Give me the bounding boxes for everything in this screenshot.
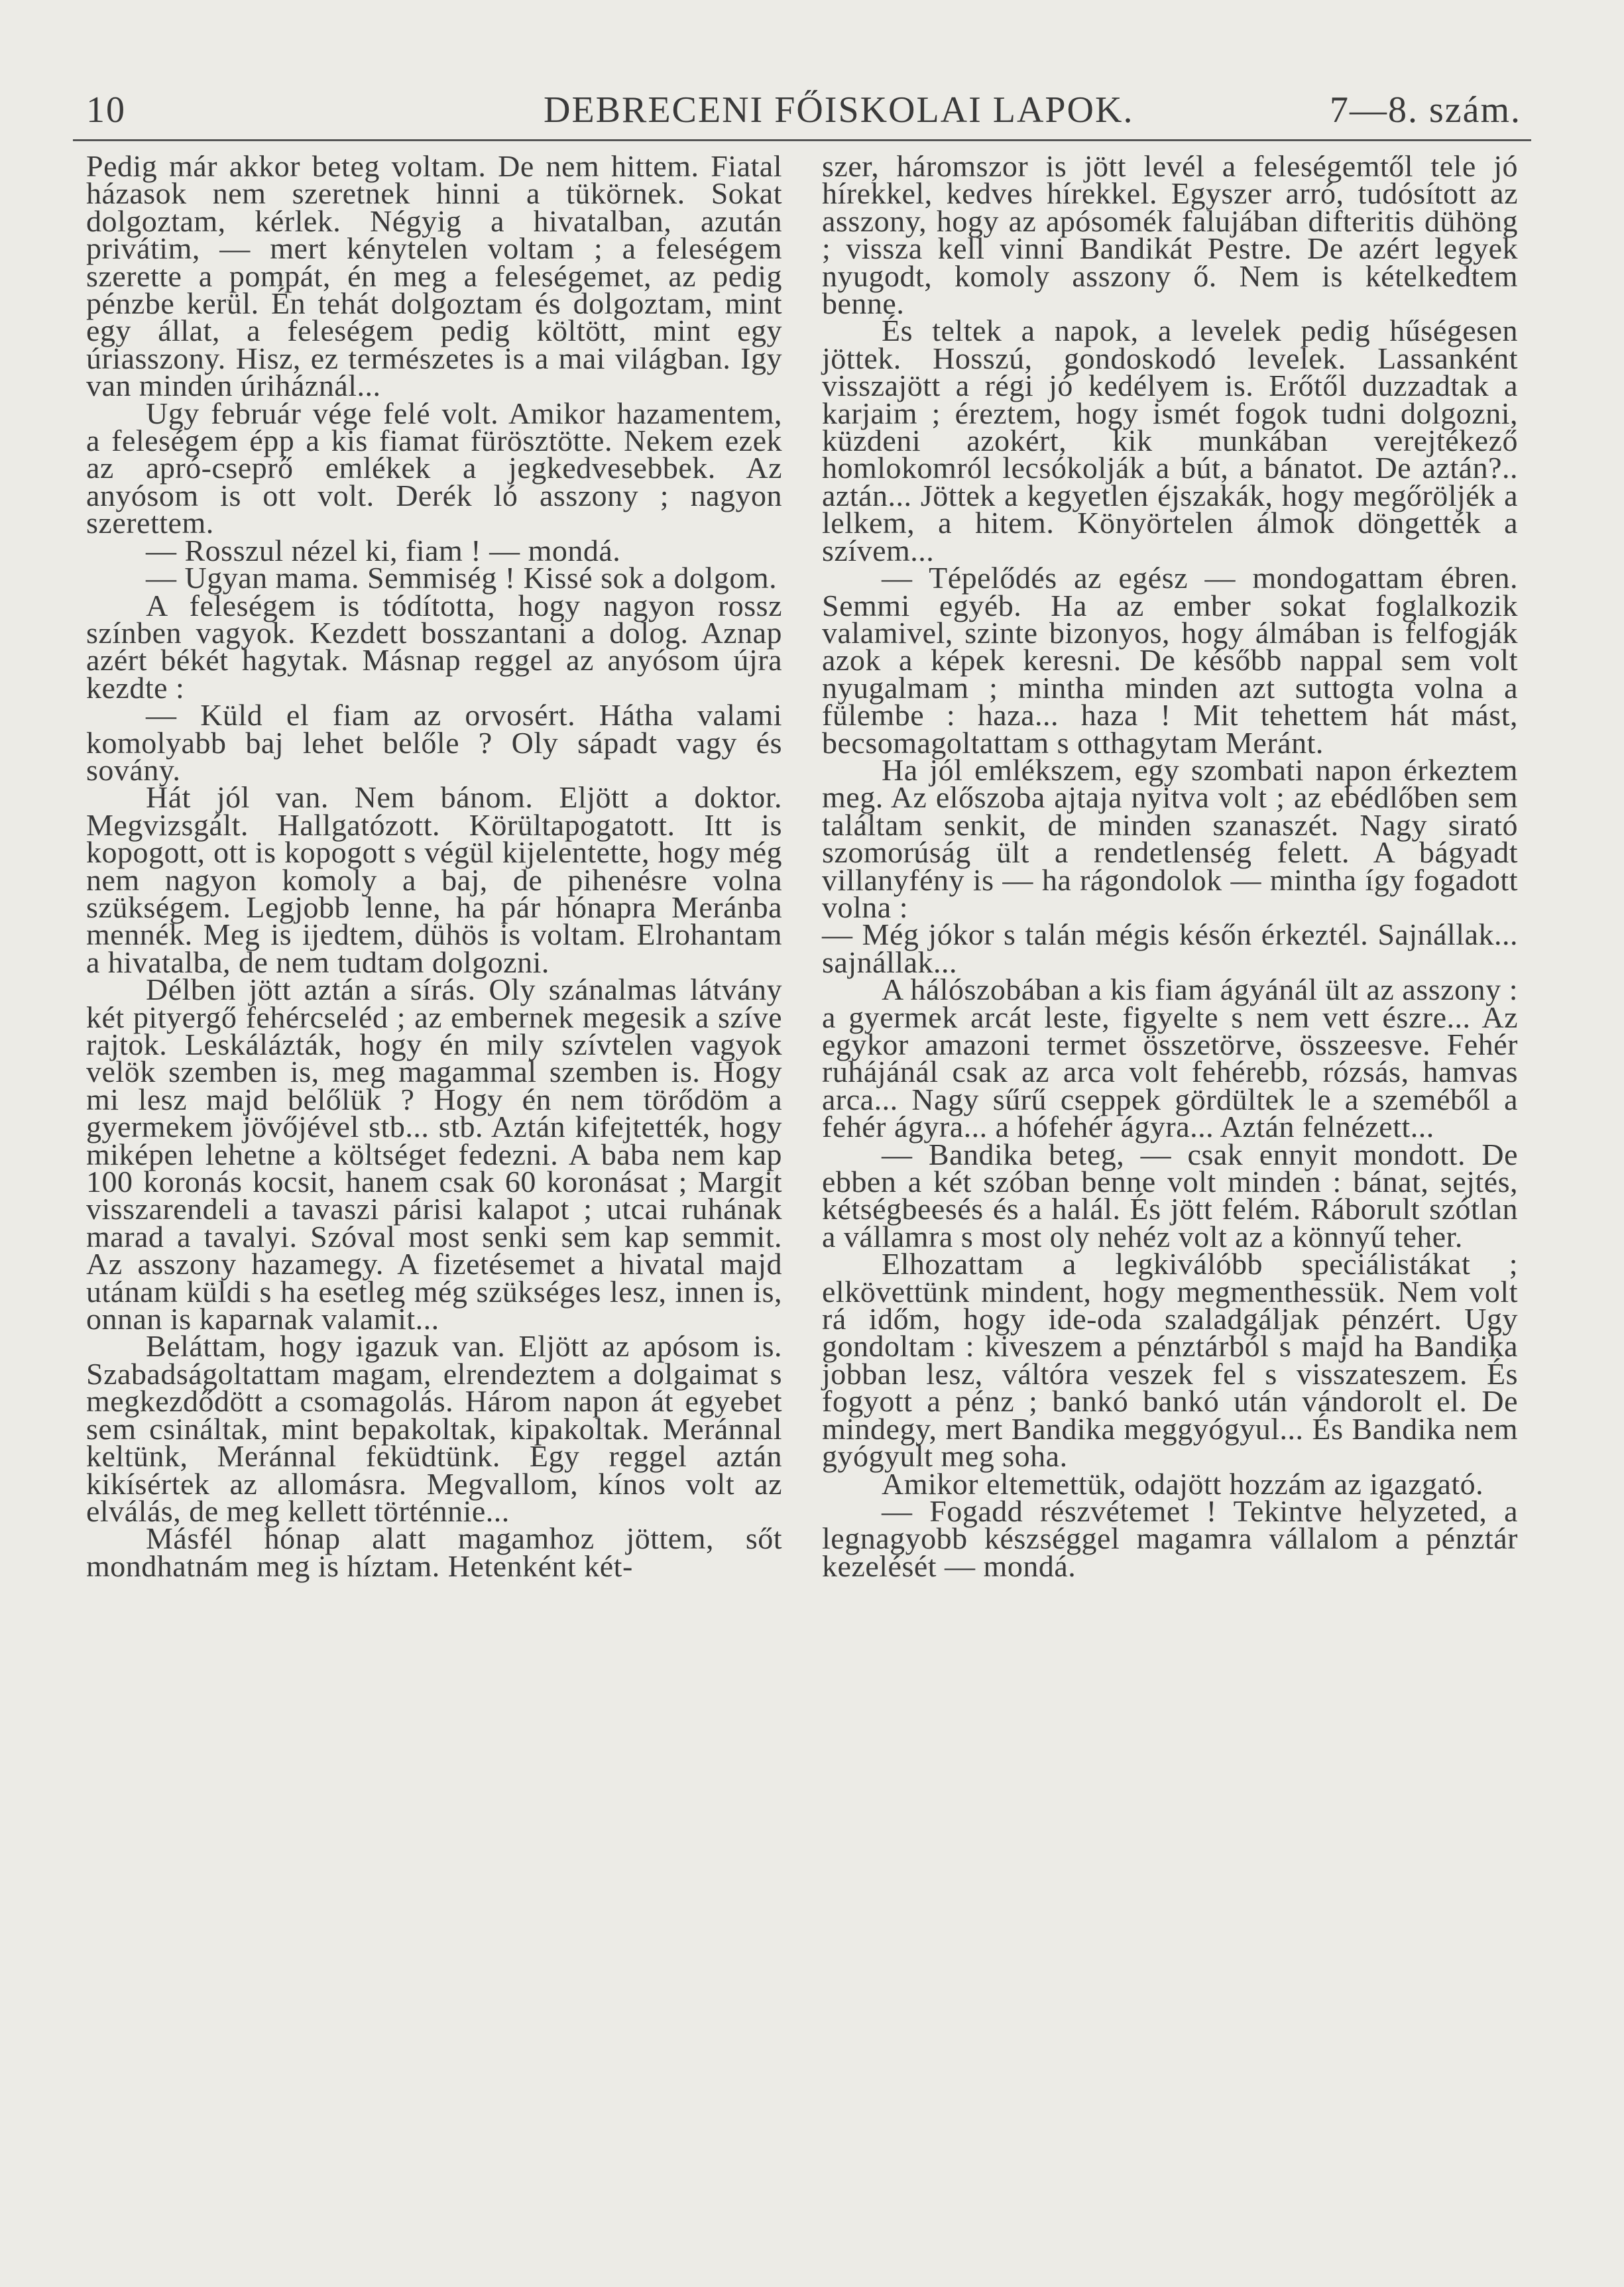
paragraph: Ha jól emlékszem, egy szombati napon érkeztem meg. Az előszoba ajtaja nyitva volt ; az ebédlőben sem találtam senkit, de minden szanaszét. Nagy sirató szomorúság ült a rendetlenség felett. A bágyadt villanyfény is — ha rágondolok — mintha így fogadott volna : — [822, 752, 1518, 924]
page-number: 10 — [86, 89, 126, 131]
paragraph: Amikor eltemettük, odajött hozzám az igazgató. — [882, 1466, 1484, 1501]
paragraph: A feleségem is tódította, hogy nagyon rossz színben vagyok. Kezdett bosszantani a dolog. Aznap azért békét hagytak. Másnap reggel az anyósom újra kezdte : — [86, 588, 782, 705]
running-title: DEBRECENI FŐISKOLAI LAPOK. — [544, 89, 1134, 131]
paragraph: Pedig már akkor beteg voltam. De nem hittem. Fiatal házasok nem szeretnek hinni a tükörnek. Sokat dolgoztam, kérlek. Négyig a hivatalban, azután privátim, — mert kénytelen voltam ; a feleségem szerette a pompát, én meg a feleségemet, az pedig pénzbe kerül. Én tehát dolgoztam és dolgoztam, mint egy állat, a feleségem pedig költött, mint egy úriasszony. Hisz, ez természetes is a mai világban. Igy van minden úriháznál... — [86, 149, 782, 403]
right-column — [822, 149, 1518, 1583]
paragraph: És teltek a napok, a levelek pedig hűségesen jöttek. Hosszú, gondoskodó levelek. Lassanként visszajött a régi jó kedélyem is. Erőtől duzzadtak a karjaim ; éreztem, hogy ismét fogok tudni dolgozni, küzdeni azokért, kik munkában verejtékező homlokomról lecsókolják a bút, a bánatot. De aztán?.. aztán... Jöttek a kegyetlen éjszakák, hogy megőröljék a lelkem, a hitem. Könyörtelen álmok döngették a szívem... — [822, 314, 1518, 567]
dialogue-line: — Rosszul nézel ki, fiam ! — mondá. — [146, 533, 621, 567]
page-header — [73, 76, 1531, 141]
left-column — [86, 149, 782, 1583]
dialogue-line: — Bandika beteg, — csak ennyit mondott. De ebben a két szóban benne volt minden : bánat, sejtés, kétségbeesés és a halál. És jött felém. Ráborult szótlan a vállamra s most oly nehéz volt az a könnyű teher. — [822, 1137, 1518, 1254]
paragraph: Másfél hónap alatt magamhoz jöttem, sőt mondhatnám meg is híztam. Hetenként két- — [86, 1521, 782, 1583]
dialogue-line: — Fogadd részvétemet ! Tekintve helyzeted, a legnagyobb készséggel magamra vállalom a pénztár kezelését — mondá. — [822, 1494, 1518, 1583]
paragraph: Hát jól van. Nem bánom. Eljött a doktor. Megvizsgált. Hallgatózott. Körültapogatott. Itt is kopogott, ott is kopogott s végül kijelentette, hogy még nem nagyon komoly a baj, de pihenésre volna szükségem. Legjobb lenne, ha pár hónapra Meránba mennék. Meg is ijedtem, dühös is voltam. Elrohantam a hivatalba, de nem tudtam dolgozni. — [86, 780, 782, 979]
paragraph: Délben jött aztán a sírás. Oly szánalmas látvány két pityergő fehércseléd ; az embernek megesik a szíve rajtok. Leskálázták, hogy én mily szívtelen vagyok velök szemben is, meg magammal szemben is. Hogy mi lesz majd belőlük ? Hogy én nem törődöm a gyermekem jövőjével stb... stb. Aztán kifejtették, hogy miképen lehetne a költséget fedezni. A baba nem kap 100 koronás kocsit, hanem csak 60 koronásat ; Margit visszarendeli a tavaszi párisi kalapot ; utcai ruhának marad a tavalyi. Szóval most senki sem kap semmit. Az asszony hazamegy. A fizetésemet a hivatal majd utánam küldi s ha esetleg még szükséges lesz, innen is, onnan is kaparnak valamit... — [86, 972, 782, 1336]
paragraph: Ugy február vége felé volt. Amikor hazamentem, a feleségem épp a kis fiamat fürösztötte. Nekem ezek az apró-cseprő emlékek a jegkedvesebbek. Az anyósom is ott volt. Derék ló asszony ; nagyon szerettem. — [86, 396, 782, 540]
dialogue-line: — Tépelődés az egész — mondogattam ébren. Semmi egyéb. Ha az ember sokat foglalkozik valamivel, szinte bizonyos, hogy álmában is felfogják azok a képek keresni. De később nappal sem volt nyugalmam ; mintha minden azt suttogta volna a fülembe : haza... haza ! Mit tehettem hát mást, becsomagoltattam s otthagytam Meránt. — [822, 561, 1518, 760]
paragraph: Beláttam, hogy igazuk van. Eljött az apósom is. Szabadságoltattam magam, elrendeztem a dolgaimat s megkezdődött a csomagolás. Három napon át egyebet sem csináltak, mint bepakoltak, kipakoltak. Meránnal keltünk, Meránnal feküdtünk. Egy reggel aztán kikísértek az allomásra. Megvallom, kínos volt az elválás, de meg kellett történnie... — [86, 1329, 782, 1528]
dialogue-line: — Küld el fiam az orvosért. Hátha valami komolyabb baj lehet belőle ? Oly sápadt vagy és sovány. — [86, 698, 782, 787]
dialogue-line: — Ugyan mama. Semmiség ! Kissé sok a dolgom. — [146, 561, 778, 595]
paragraph: Elhozattam a legkiválóbb speciálistákat ; elkövettünk mindent, hogy megmenthessük. Nem volt rá időm, hogy ide-oda szaladgáljak pénzért. Ugy gondoltam : kiveszem a pénztárból s majd ha Bandika jobban lesz, váltóra veszek fel s visszateszem. És fogyott a pénz ; bankó bankó után vándorolt el. De mindegy, mert Bandika meggyógyul... És Bandika nem gyógyult meg soha. — [822, 1247, 1518, 1474]
paragraph: A hálószobában a kis fiam ágyánál ült az asszony : a gyermek arcát leste, figyelte s nem vett észre... Az egykor amazoni termet összetörve, összeesve. Fehér ruhájánál csak az arca volt fehérebb, rózsás, hamvas arca... Nagy sűrű cseppek gördültek le a szeméből a fehér ágyra... a hófehér ágyra... Aztán felnézett... — [822, 972, 1518, 1144]
issue-number: 7—8. szám. — [1329, 89, 1521, 131]
paragraph: szer, háromszor is jött levél a feleségemtől tele jó hírekkel, kedves hírekkel. Egyszer arró, tudósított az asszony, hogy az apósomék falujában difteritis dühöng ; vissza kell vinni Bandikát Pestre. De azért legyek nyugodt, komoly asszony ő. Nem is kételkedtem benne. — [822, 149, 1518, 321]
dialogue-line: — Még jókor s talán mégis későn érkeztél. Sajnállak... sajnállak... — [822, 917, 1518, 979]
